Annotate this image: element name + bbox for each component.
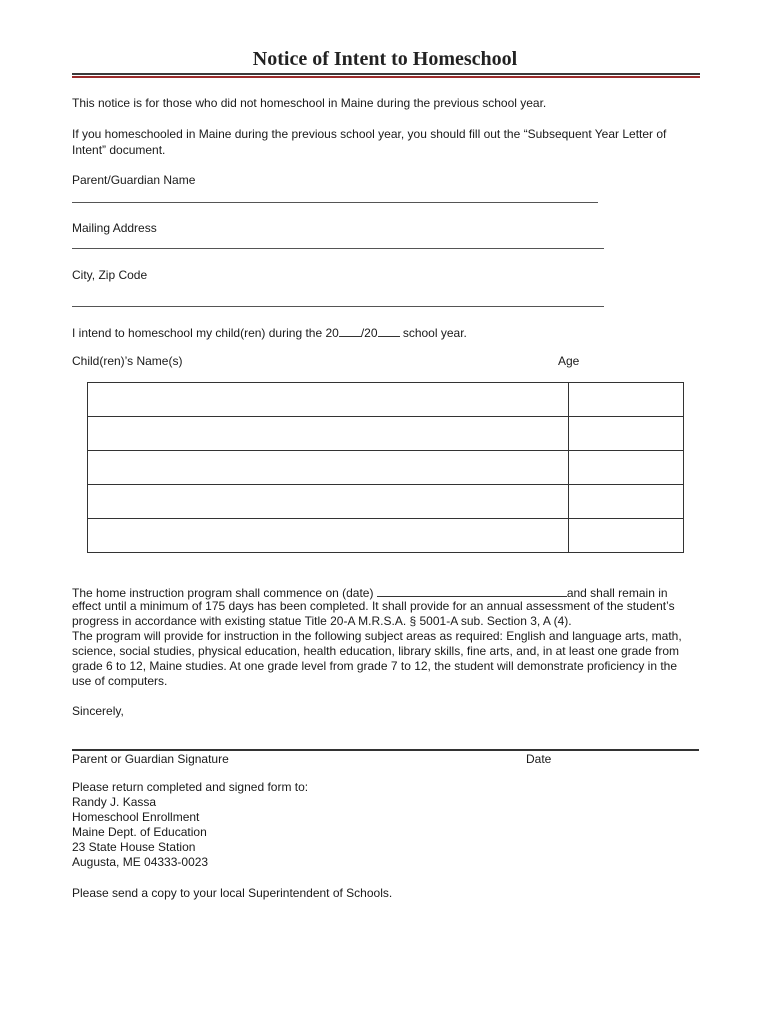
- page-title: Notice of Intent to Homeschool: [252, 48, 518, 70]
- assessment-paragraph: effect until a minimum of 175 days has been completed. It shall provide for an annual assessment of the student’s progress in accordance with existing statue Title 20-A M.R.S.A. § 5001-A sub. Section 3, A (4).: [72, 599, 675, 628]
- child-name-cell[interactable]: [88, 383, 569, 417]
- child-name-cell[interactable]: [88, 519, 569, 553]
- return-heading: Please return completed and signed form to:: [72, 780, 309, 794]
- table-row: [88, 417, 684, 451]
- table-row: [88, 451, 684, 485]
- table-row: [88, 485, 684, 519]
- mailing-address-label: Mailing Address: [72, 221, 157, 235]
- child-age-cell[interactable]: [569, 485, 684, 519]
- commence-text-after: and shall remain in: [566, 586, 668, 600]
- child-age-cell[interactable]: [569, 519, 684, 553]
- school-year-separator: /20: [360, 326, 378, 340]
- child-name-cell[interactable]: [88, 417, 569, 451]
- return-recipient-name: Randy J. Kassa: [72, 795, 157, 809]
- school-year-text-before: I intend to homeschool my child(ren) during the 20: [72, 326, 339, 340]
- title-divider: [72, 73, 700, 75]
- return-address-block: [72, 780, 308, 870]
- footer-note: Please send a copy to your local Superintendent of Schools.: [72, 886, 393, 900]
- signature-line[interactable]: [72, 749, 699, 751]
- commence-text-before: The home instruction program shall commence on (date): [72, 586, 377, 600]
- child-name-cell[interactable]: [88, 485, 569, 519]
- children-table: [87, 382, 684, 553]
- parent-name-label: Parent/Guardian Name: [72, 173, 196, 187]
- city-zip-field[interactable]: [72, 306, 604, 307]
- signature-label: Parent or Guardian Signature: [72, 752, 229, 766]
- table-row: [88, 383, 684, 417]
- children-names-header: Child(ren)’s Name(s): [72, 354, 183, 368]
- age-header: Age: [558, 354, 580, 368]
- return-street: 23 State House Station: [72, 840, 196, 854]
- child-age-cell[interactable]: [569, 417, 684, 451]
- table-row: [88, 519, 684, 553]
- return-organization: Maine Dept. of Education: [72, 825, 207, 839]
- child-age-cell[interactable]: [569, 451, 684, 485]
- return-city: Augusta, ME 04333-0023: [72, 855, 209, 869]
- child-age-cell[interactable]: [569, 383, 684, 417]
- commence-date-blank[interactable]: [377, 585, 567, 597]
- parent-name-field[interactable]: [72, 202, 598, 203]
- intro-paragraph: This notice is for those who did not homeschool in Maine during the previous school year.: [72, 96, 547, 110]
- title-divider-accent: [72, 76, 700, 78]
- subjects-paragraph: The program will provide for instruction in the following subject areas as required: English and language arts, math, science, social studies, physical education, health education, library skills, fine arts, and, in at least one grade from grade 6 to 12, Maine studies. At one grade level from grade 7 to 12, the student will demonstrate proficiency in the use of computers.: [72, 629, 682, 688]
- city-zip-label: City, Zip Code: [72, 268, 148, 282]
- mailing-address-field[interactable]: [72, 248, 604, 249]
- subsequent-year-note: If you homeschooled in Maine during the previous school year, you should fill out the “Subsequent Year Letter of Intent” document.: [72, 127, 667, 157]
- school-year-text-after: school year.: [399, 326, 467, 340]
- school-year-end-blank[interactable]: [378, 325, 400, 337]
- closing-text: Sincerely,: [72, 704, 124, 718]
- date-label: Date: [526, 752, 552, 766]
- school-year-statement: [72, 325, 467, 341]
- return-department: Homeschool Enrollment: [72, 810, 200, 824]
- school-year-start-blank[interactable]: [339, 325, 361, 337]
- child-name-cell[interactable]: [88, 451, 569, 485]
